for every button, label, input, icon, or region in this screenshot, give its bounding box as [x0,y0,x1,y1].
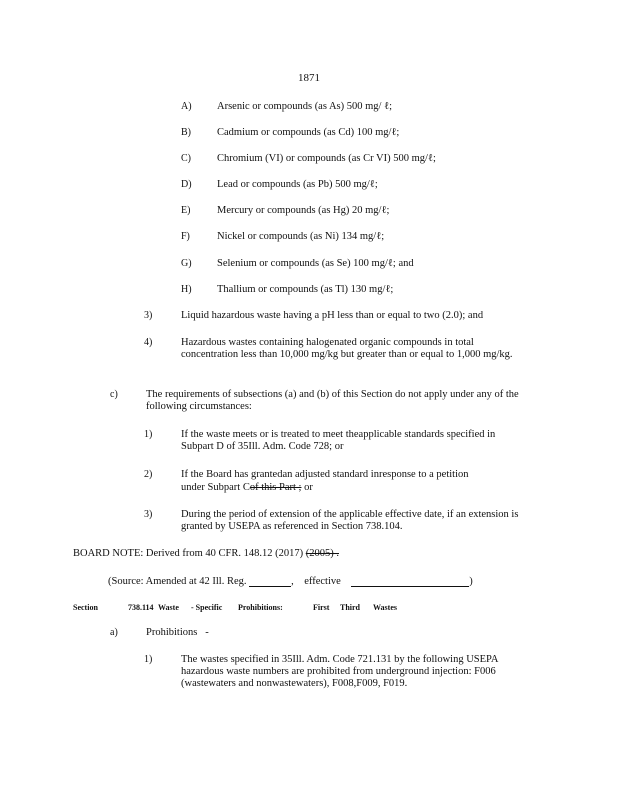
c2-line1: If the Board has grantedan adjusted standard inresponse to a petition [181,469,469,480]
source-start: (Source: Amended at 42 Ill. Reg. [108,576,247,587]
page-number: 1871 [298,72,320,84]
a1-text: The wastes specified in 35Ill. Adm. Code 721.131 by the following USEPA hazardous waste numbers are prohibited from underground injection: F006 (wastewaters and nonwastewaters), F008,F009, F019. [181,654,498,689]
subsection-a-dash: - [205,627,209,638]
section-title-wastes: Wastes [373,603,397,612]
c3-label: 3) [144,509,153,520]
list-item-text: Cadmium or compounds (as Cd) 100 mg/ℓ; [217,127,400,138]
c2-line2-start: under Subpart C [181,482,250,493]
list-item-text: Thallium or compounds (as Tl) 130 mg/ℓ; [217,284,394,295]
list-item-label: A) [181,101,192,112]
subsection-a-label: a) [110,627,118,638]
item-3-label: 3) [144,310,153,321]
board-note-strike: (2005) . [305,548,339,559]
section-number: 738.114 [128,603,154,612]
source-line [108,576,473,587]
list-item-label: H) [181,284,192,295]
board-note-text: BOARD NOTE: Derived from 40 CFR. 148.12 (2017) [73,548,306,559]
list-item-label: F) [181,231,190,242]
list-item-text: Arsenic or compounds (as As) 500 mg/ ℓ; [217,101,393,112]
board-note [73,548,339,559]
section-title-first: First [313,603,330,612]
subsection-c-text: The requirements of subsections (a) and (b) of this Section do not apply under any of the following circumstances: [146,389,519,412]
list-item-label: E) [181,205,191,216]
c2-line2-strike: of this Part ; [249,482,302,493]
section-title-specific: - Specific [191,603,223,612]
c1-text: If the waste meets or is treated to meet theapplicable standards specified in Subpart D of 35Ill. Adm. Code 728; or [181,429,496,452]
list-item-label: C) [181,153,191,164]
list-item-text: Lead or compounds (as Pb) 500 mg/ℓ; [217,179,378,190]
list-item-text: Selenium or compounds (as Se) 100 mg/ℓ; and [217,258,414,269]
source-blank-reg [249,576,291,587]
section-title-prohibitions: Prohibitions: [238,603,283,612]
c2-line2-end: or [301,482,313,493]
list-item-label: B) [181,127,191,138]
item-3-text: Liquid hazardous waste having a pH less than or equal to two (2.0); and [181,310,484,321]
item-4-label: 4) [144,337,153,348]
section-title-waste: Waste [158,603,179,612]
source-effective: effective [304,576,341,587]
c2-label: 2) [144,469,153,480]
subsection-a-title: Prohibitions [146,627,198,638]
source-comma: , [291,576,294,587]
source-end: ) [469,576,473,587]
section-label: Section [73,603,98,612]
item-4-text: Hazardous wastes containing halogenated organic compounds in total concentration less than 10,000 mg/kg but greater than or equal to 1,000 mg/kg. [181,337,513,360]
c2-line2 [181,482,313,493]
list-item-label: G) [181,258,192,269]
subsection-c-label: c) [110,389,118,400]
list-item-text: Mercury or compounds (as Hg) 20 mg/ℓ; [217,205,390,216]
c1-label: 1) [144,429,153,440]
subsection-a-text [146,627,209,638]
list-item-text: Nickel or compounds (as Ni) 134 mg/ℓ; [217,231,385,242]
source-blank-effective [351,576,469,587]
section-title-third: Third [340,603,361,612]
list-item-label: D) [181,179,192,190]
c3-text: During the period of extension of the applicable effective date, if an extension is granted by USEPA as referenced in Section 738.104. [181,509,519,532]
list-item-text: Chromium (VI) or compounds (as Cr VI) 500 mg/ℓ; [217,153,436,164]
a1-label: 1) [144,654,153,665]
